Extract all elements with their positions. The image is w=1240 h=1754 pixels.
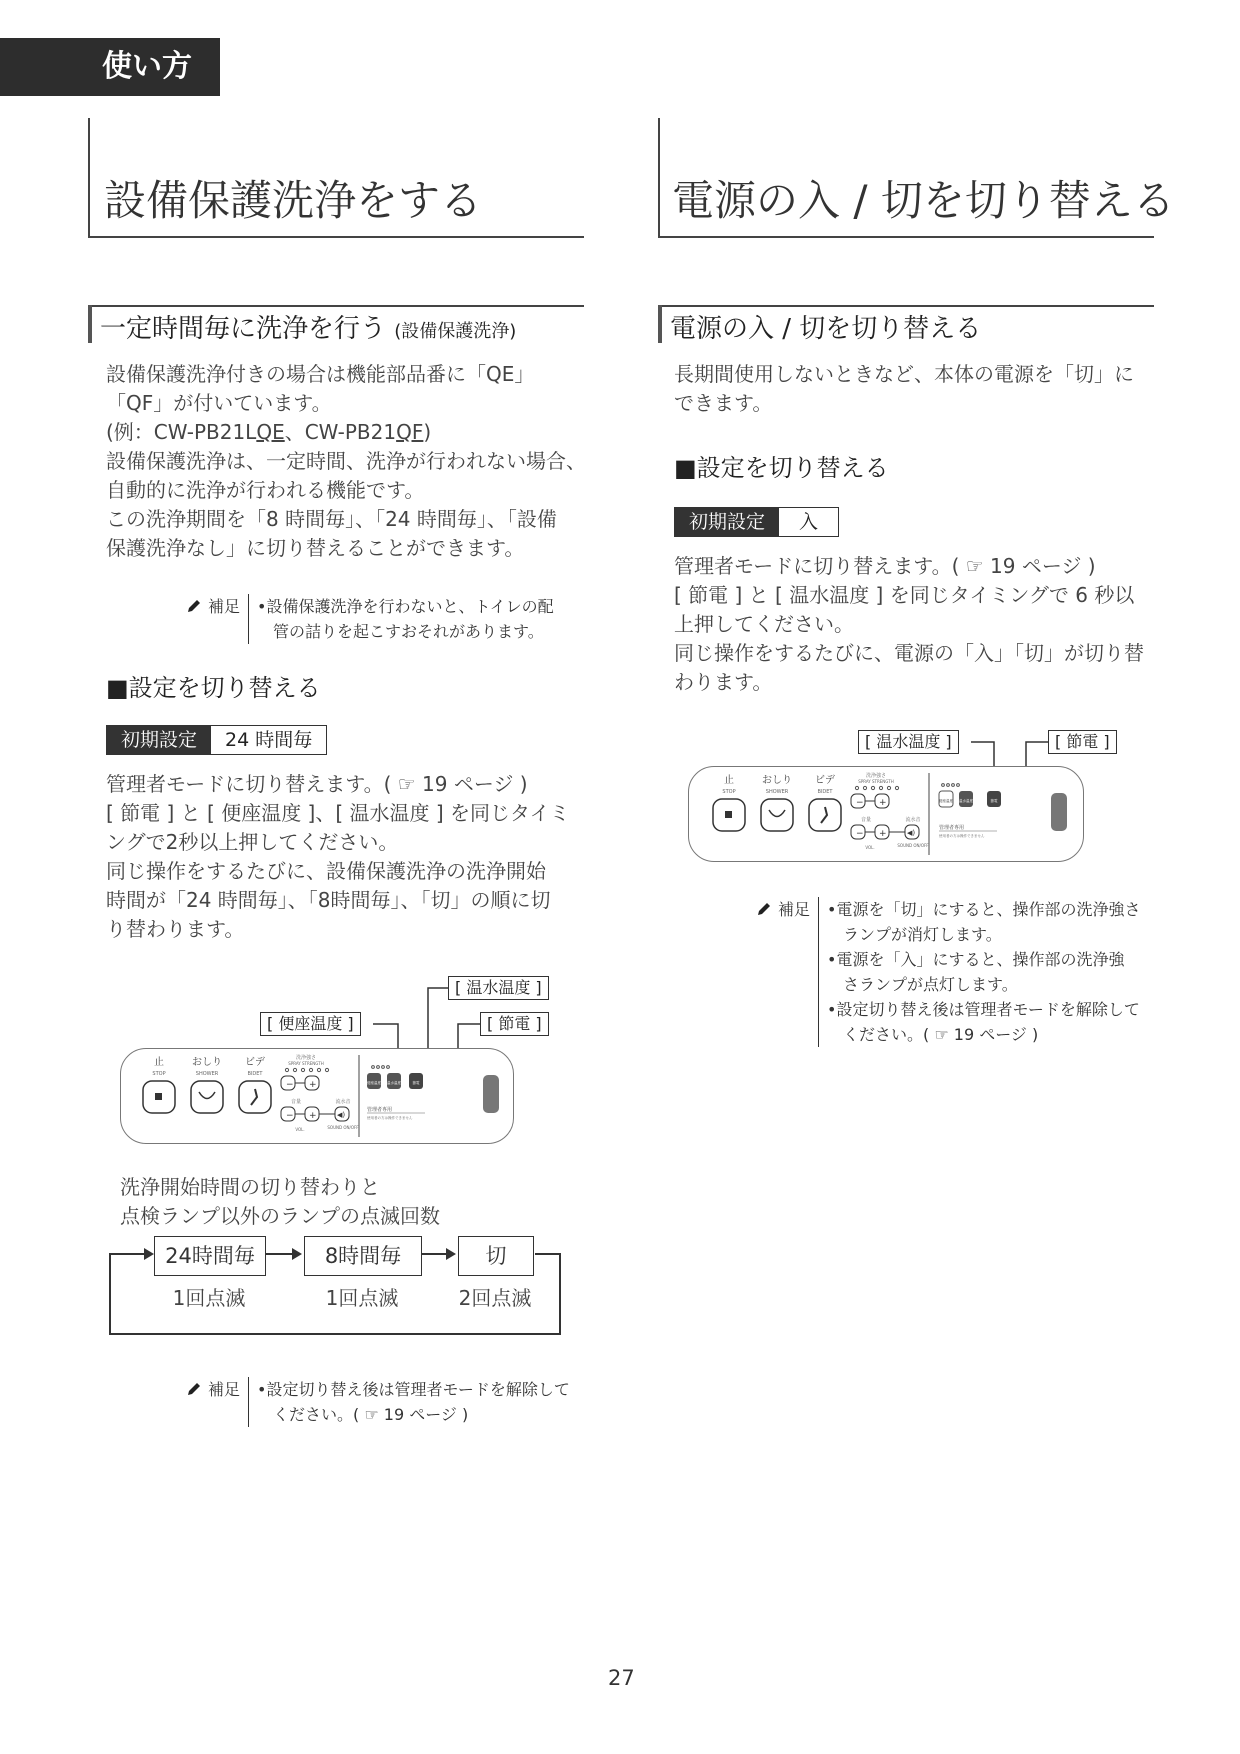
left-intro-line: 保護洗浄なし」に切り替えることができます。 bbox=[106, 536, 525, 560]
right-note bbox=[756, 897, 1140, 1047]
panel-shower-label: おしり bbox=[762, 775, 792, 786]
left-section-rule bbox=[88, 305, 584, 307]
flow-caption-line: 点検ランプ以外のランプの点滅回数 bbox=[120, 1204, 440, 1228]
control-panel bbox=[688, 766, 1084, 862]
panel-bidet-en: BIDET bbox=[817, 789, 833, 795]
instruction-line: 上押してください。 bbox=[674, 612, 854, 636]
example-prefix: (例：CW-PB21L bbox=[106, 420, 257, 444]
instruction-line: 同じ操作をするたびに、設備保護洗浄の洗浄開始 bbox=[106, 859, 546, 883]
plus-icon: + bbox=[879, 798, 887, 808]
panel-sound-en: SOUND ON/OFF bbox=[897, 843, 929, 848]
water-temp-label: 温水温度 bbox=[387, 1081, 401, 1085]
section-tab: 使い方 bbox=[0, 38, 220, 96]
bidet-icon bbox=[821, 807, 827, 823]
left-example bbox=[106, 418, 592, 447]
panel-admin-label: 管理者専用 bbox=[939, 825, 965, 831]
flow-step-8h: 8時間毎 bbox=[304, 1236, 422, 1276]
plus-icon: + bbox=[879, 829, 887, 839]
control-panel-art bbox=[121, 1049, 513, 1143]
note-body bbox=[248, 1377, 570, 1427]
strength-lamp bbox=[285, 1068, 288, 1071]
stop-icon bbox=[725, 811, 732, 818]
flow-step-off: 切 bbox=[458, 1236, 534, 1276]
indicator-lamp bbox=[947, 784, 950, 787]
left-intro-line: 「QF」が付いています。 bbox=[106, 391, 332, 415]
panel-admin-sub: 使用者の方は操作できません bbox=[939, 834, 985, 838]
note-label bbox=[186, 1377, 248, 1427]
indicator-lamp bbox=[372, 1066, 375, 1069]
instruction-line: 時間が「24 時間毎」、「8時間毎」、「切」の順に切 bbox=[106, 888, 551, 912]
right-intro bbox=[674, 360, 1160, 418]
left-setting-title: ■設定を切り替える bbox=[106, 674, 321, 702]
callout-water-temp: [ 温水温度 ] bbox=[858, 730, 959, 754]
panel-strength-en: SPRAY STRENGTH bbox=[288, 1061, 324, 1066]
pencil-icon bbox=[756, 901, 772, 917]
left-title-rule-v bbox=[88, 118, 90, 238]
default-label: 初期設定 bbox=[675, 508, 779, 536]
control-panel-art bbox=[689, 767, 1083, 861]
right-instructions bbox=[674, 552, 1160, 697]
strength-lamp bbox=[301, 1068, 304, 1071]
minus-icon: − bbox=[856, 798, 864, 808]
shower-button bbox=[761, 799, 793, 831]
default-label: 初期設定 bbox=[107, 726, 211, 754]
strength-lamp bbox=[325, 1068, 328, 1071]
panel-admin-sub: 使用者の方は操作できません bbox=[367, 1116, 413, 1120]
right-title-rule-h bbox=[658, 236, 1154, 238]
left-section-title bbox=[100, 312, 516, 349]
right-section-rule bbox=[658, 305, 1154, 307]
callout-water-temp: [ 温水温度 ] bbox=[448, 976, 549, 1000]
left-intro bbox=[106, 360, 592, 563]
right-intro-line: 長期間使用しないときなど、本体の電源を「切」に bbox=[674, 362, 1134, 386]
panel-bidet-label: ビデ bbox=[815, 775, 835, 786]
note-body bbox=[818, 897, 1140, 1047]
water-temp-label: 温水温度 bbox=[959, 799, 973, 803]
note-label-text: 補足 bbox=[208, 597, 241, 616]
panel-strength-label: 洗浄強さ bbox=[295, 1055, 317, 1061]
left-intro-line: 設備保護洗浄は、一定時間、洗浄が行われない場合、 bbox=[106, 449, 586, 473]
note-label-text: 補足 bbox=[778, 900, 811, 919]
indicator-lamp bbox=[942, 784, 945, 787]
instruction-line: 管理者モードに切り替えます。( ☞ 19 ページ ) bbox=[106, 772, 528, 796]
left-section-title-main: 一定時間毎に洗浄を行う bbox=[100, 314, 387, 344]
callout-seat-temp: [ 便座温度 ] bbox=[260, 1012, 361, 1036]
flow-blink-24h: 1回点滅 bbox=[172, 1286, 246, 1310]
right-page-title: 電源の入 / 切を切り替える bbox=[672, 176, 1175, 225]
sensor-window bbox=[483, 1075, 499, 1113]
seat-temp-label: 便座温度 bbox=[939, 799, 953, 803]
note-item: 管の詰りを起こすおそれがあります。 bbox=[257, 622, 544, 641]
strength-lamp bbox=[879, 786, 882, 789]
note-item: さランプが点灯します。 bbox=[827, 975, 1018, 994]
instruction-line: 管理者モードに切り替えます。( ☞ 19 ページ ) bbox=[674, 554, 1096, 578]
bidet-button bbox=[239, 1081, 271, 1113]
panel-strength-en: SPRAY STRENGTH bbox=[858, 779, 894, 784]
minus-icon: − bbox=[286, 1080, 294, 1090]
right-section-title: 電源の入 / 切を切り替える bbox=[670, 314, 982, 344]
strength-lamp bbox=[871, 786, 874, 789]
flow-caption bbox=[120, 1173, 440, 1231]
left-intro-line: 自動的に洗浄が行われる機能です。 bbox=[106, 478, 425, 502]
panel-stop-label: 止 bbox=[154, 1057, 164, 1068]
note-item: •設定切り替え後は管理者モードを解除して bbox=[827, 1000, 1140, 1019]
right-section-mark bbox=[658, 305, 662, 343]
right-intro-line: できます。 bbox=[674, 391, 773, 415]
example-qf: QF bbox=[396, 420, 424, 444]
minus-icon: − bbox=[286, 1111, 294, 1121]
shower-button bbox=[191, 1081, 223, 1113]
instruction-line: [ 節電 ] と [ 温水温度 ] を同じタイミングで 6 秒以 bbox=[674, 583, 1135, 607]
strength-lamp bbox=[309, 1068, 312, 1071]
left-title-rule-h bbox=[88, 236, 584, 238]
panel-shower-label: おしり bbox=[192, 1057, 222, 1068]
panel-volume-label: 音量 bbox=[290, 1099, 302, 1105]
instruction-line: [ 節電 ] と [ 便座温度 ]、[ 温水温度 ] を同じタイミ bbox=[106, 801, 570, 825]
indicator-lamp bbox=[957, 784, 960, 787]
shower-icon bbox=[769, 810, 785, 817]
speaker-icon: ◀) bbox=[907, 829, 916, 837]
panel-shower-en: SHOWER bbox=[765, 789, 789, 795]
plus-icon: + bbox=[309, 1080, 317, 1090]
flow-step-24h: 24時間毎 bbox=[154, 1236, 266, 1276]
callout-power-save: [ 節電 ] bbox=[480, 1012, 549, 1036]
note-item: ください。( ☞ 19 ページ ) bbox=[257, 1405, 469, 1424]
note-body bbox=[248, 594, 554, 644]
note-label bbox=[756, 897, 818, 1047]
indicator-lamp bbox=[382, 1066, 385, 1069]
stop-icon bbox=[155, 1093, 162, 1100]
note-label-text: 補足 bbox=[208, 1380, 241, 1399]
sensor-window bbox=[1051, 793, 1067, 831]
left-panel-diagram bbox=[118, 976, 542, 1144]
left-intro-line: この洗浄期間を「8 時間毎」、「24 時間毎」、「設備 bbox=[106, 507, 557, 531]
strength-lamp bbox=[887, 786, 890, 789]
right-default-setting bbox=[674, 507, 839, 537]
instruction-line: ングで2秒以上押してください。 bbox=[106, 830, 399, 854]
panel-bidet-en: BIDET bbox=[247, 1071, 263, 1077]
example-mid: 、CW-PB21 bbox=[284, 420, 397, 444]
pencil-icon bbox=[186, 598, 202, 614]
left-note-2 bbox=[186, 1377, 570, 1427]
plus-icon: + bbox=[309, 1111, 317, 1121]
left-page-title: 設備保護洗浄をする bbox=[104, 176, 483, 225]
power-save-label: 節電 bbox=[990, 799, 998, 803]
bidet-icon bbox=[251, 1089, 257, 1105]
panel-admin-label: 管理者専用 bbox=[367, 1107, 393, 1113]
left-section-mark bbox=[88, 305, 92, 343]
shower-icon bbox=[199, 1092, 215, 1099]
panel-stop-en: STOP bbox=[152, 1071, 166, 1077]
right-setting-title: ■設定を切り替える bbox=[674, 454, 889, 482]
panel-shower-en: SHOWER bbox=[195, 1071, 219, 1077]
note-item: •設定切り替え後は管理者モードを解除して bbox=[257, 1380, 570, 1399]
example-qe: QE bbox=[256, 420, 285, 444]
left-section-title-small: (設備保護洗浄) bbox=[394, 321, 517, 342]
panel-volume-label: 音量 bbox=[860, 817, 872, 823]
left-note-1 bbox=[186, 594, 554, 644]
strength-lamp bbox=[855, 786, 858, 789]
pencil-icon bbox=[186, 1381, 202, 1397]
instruction-line: 同じ操作をするたびに、電源の「入」「切」が切り替 bbox=[674, 641, 1144, 665]
panel-volume-en: VOL. bbox=[295, 1127, 305, 1132]
note-item: •設備保護洗浄を行わないと、トイレの配 bbox=[257, 597, 554, 616]
right-panel-diagram bbox=[686, 728, 1126, 868]
strength-lamp bbox=[293, 1068, 296, 1071]
panel-sound-en: SOUND ON/OFF bbox=[327, 1125, 359, 1130]
note-item: •電源を「切」にすると、操作部の洗浄強さ bbox=[827, 900, 1141, 919]
panel-stop-en: STOP bbox=[722, 789, 736, 795]
note-item: •電源を「入」にすると、操作部の洗浄強 bbox=[827, 950, 1125, 969]
panel-stop-label: 止 bbox=[724, 775, 734, 786]
control-panel bbox=[120, 1048, 514, 1144]
minus-icon: − bbox=[856, 829, 864, 839]
example-suffix: ) bbox=[423, 420, 432, 444]
default-value: 入 bbox=[799, 511, 819, 533]
flow-blink-off: 2回点滅 bbox=[458, 1286, 532, 1310]
panel-sound-label: 流水音 bbox=[905, 817, 921, 823]
right-title-rule-v bbox=[658, 118, 660, 238]
callout-power-save: [ 節電 ] bbox=[1048, 730, 1117, 754]
left-instructions bbox=[106, 770, 592, 944]
flow-diagram bbox=[108, 1230, 568, 1340]
note-item: ください。( ☞ 19 ページ ) bbox=[827, 1025, 1039, 1044]
panel-sound-label: 流水音 bbox=[335, 1099, 351, 1105]
flow-blink-8h: 1回点滅 bbox=[325, 1286, 399, 1310]
power-save-label: 節電 bbox=[412, 1081, 420, 1085]
note-label bbox=[186, 594, 248, 644]
panel-volume-en: VOL. bbox=[865, 845, 875, 850]
strength-lamp bbox=[863, 786, 866, 789]
speaker-icon: ◀) bbox=[337, 1111, 346, 1119]
bidet-button bbox=[809, 799, 841, 831]
default-value: 24 時間毎 bbox=[225, 729, 313, 751]
left-default-setting bbox=[106, 725, 327, 755]
instruction-line: わります。 bbox=[674, 670, 773, 694]
left-intro-line: 設備保護洗浄付きの場合は機能部品番に「QE」 bbox=[106, 362, 535, 386]
indicator-lamp bbox=[377, 1066, 380, 1069]
indicator-lamp bbox=[387, 1066, 390, 1069]
page-number: 27 bbox=[608, 1666, 635, 1690]
panel-bidet-label: ビデ bbox=[245, 1057, 265, 1068]
panel-strength-label: 洗浄強さ bbox=[865, 773, 887, 779]
seat-temp-label: 便座温度 bbox=[367, 1081, 381, 1085]
strength-lamp bbox=[317, 1068, 320, 1071]
flow-caption-line: 洗浄開始時間の切り替わりと bbox=[120, 1175, 380, 1199]
indicator-lamp bbox=[952, 784, 955, 787]
strength-lamp bbox=[895, 786, 898, 789]
note-item: ランプが消灯します。 bbox=[827, 925, 1002, 944]
instruction-line: り替わります。 bbox=[106, 917, 245, 941]
